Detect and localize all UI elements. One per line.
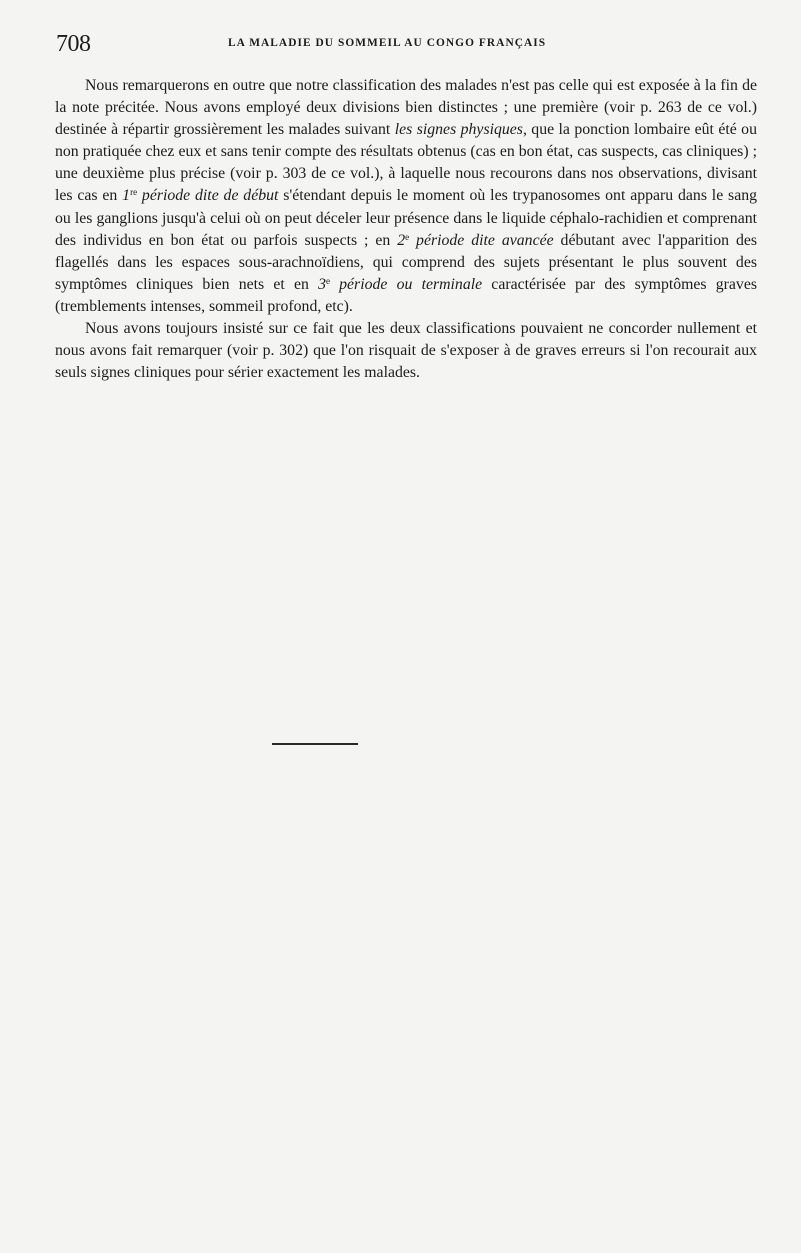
superscript: e <box>325 275 330 286</box>
text-segment-italic: 1 <box>122 187 131 205</box>
text-segment: , que la ponction lombaire eût été ou non pratiquée chez eux et sans tenir compte des résultats obtenus (cas en bon état, cas suspects, cas cliniques) ; une deuxième plus précise (voir p. 303 de ce vol.), à laquelle nous recourons dans nos observations, divisant les cas en <box>55 121 757 205</box>
body-text <box>55 75 757 384</box>
text-segment: caractérisée par des symptômes graves (tremblements intenses, sommeil profond, etc). <box>55 275 757 315</box>
text-segment: s'étendant depuis le moment où les trypanosomes ont apparu dans le sang ou les ganglions jusqu'à celui où on peut déceler leur présence dans le liquide céphalo-rachidien et comprenant des individus en bon état ou parfois suspects ; en <box>55 187 758 249</box>
paragraph-1 <box>55 75 757 318</box>
superscript: e <box>405 231 410 242</box>
running-title: LA MALADIE DU SOMMEIL AU CONGO FRANÇAIS <box>228 37 547 49</box>
text-segment-italic: période ou terminale <box>329 275 483 293</box>
text-segment: Nous avons toujours insisté sur ce fait que les deux classifications pouvaient ne concorder nullement et nous avons fait remarquer (voir p. 302) que l'on risquait de s'exposer à de graves erreurs si l'on recourait aux seuls signes cliniques pour sérier exactement les malades. <box>55 320 757 382</box>
text-segment-italic: 2 <box>397 231 406 249</box>
text-segment-italic: période dite avancée <box>409 231 554 249</box>
page-number: 708 <box>56 31 91 57</box>
text-segment: débutant avec l'apparition des flagellés dans les espaces sous-arachnoïdiens, qui comprend des sujets présentant le plus souvent des symptômes cliniques bien nets et en <box>55 231 758 293</box>
paragraph-2 <box>55 318 757 384</box>
end-rule <box>272 743 358 745</box>
text-segment: Nous remarquerons en outre que notre classification des malades n'est pas celle qui est exposée à la fin de la note précitée. Nous avons employé deux divisions bien distinctes ; une première (voir p. 263 de ce vol.) destinée à répartir grossièrement les malades suivant <box>55 77 757 139</box>
text-segment-italic: 3 <box>318 275 326 293</box>
superscript: re <box>130 187 138 198</box>
text-segment-italic: les signes physiques <box>394 121 523 139</box>
text-segment-italic: période dite de début <box>137 187 279 205</box>
